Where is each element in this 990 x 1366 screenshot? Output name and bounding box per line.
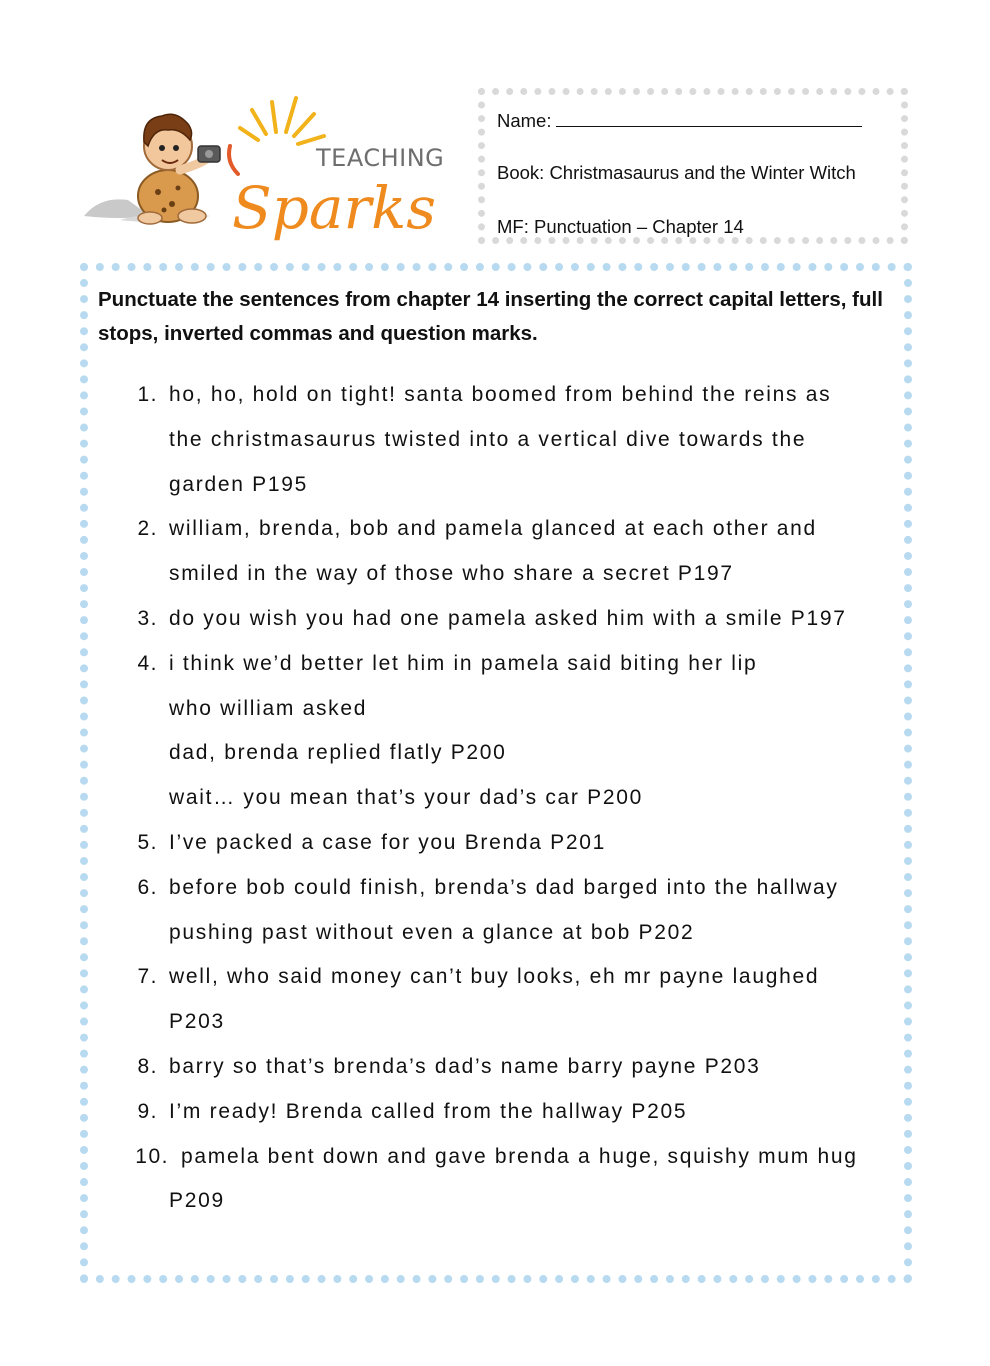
item-line: I’m ready! Brenda called from the hallway P205 xyxy=(169,1099,688,1123)
item-number: 6. xyxy=(137,875,158,899)
name-underline[interactable] xyxy=(556,109,862,127)
item-number: 3. xyxy=(137,607,158,630)
item-number: 10. xyxy=(135,1144,169,1168)
item-number: 9. xyxy=(137,1099,158,1123)
item-number: 2. xyxy=(137,517,158,541)
item-line: ho, ho, hold on tight! santa boomed from behind the reins as xyxy=(169,383,832,406)
item-number: 1. xyxy=(137,383,158,406)
student-info-box xyxy=(478,88,908,244)
teaching-sparks-logo xyxy=(80,88,465,248)
instructions: Punctuate the sentences from chapter 14 inserting the correct capital letters, full stops, inverted commas and question marks. xyxy=(98,288,883,345)
item-line: garden P195 xyxy=(169,472,308,496)
item-line: i think we’d better let him in pamela said biting her lip xyxy=(169,651,758,675)
worksheet-box xyxy=(80,263,912,1283)
item-line: the christmasaurus twisted into a vertical dive towards the xyxy=(169,427,807,451)
item-line: dad, brenda replied flatly P200 xyxy=(169,741,507,765)
item-number: 7. xyxy=(137,965,158,989)
item-line: P203 xyxy=(169,1010,225,1034)
item-line: smiled in the way of those who share a secret P197 xyxy=(169,562,734,586)
name-field[interactable] xyxy=(497,109,862,132)
item-line: wait… you mean that’s your dad’s car P200 xyxy=(169,786,643,810)
item-line: william, brenda, bob and pamela glanced at each other and xyxy=(169,517,817,541)
item-number: 8. xyxy=(137,1055,158,1078)
logo-sparks-text: Sparks xyxy=(232,174,437,242)
item-line: I’ve packed a case for you Brenda P201 xyxy=(169,831,607,854)
item-line: pamela bent down and gave brenda a huge, squishy mum hug xyxy=(181,1144,858,1168)
name-label: Name: xyxy=(497,110,552,131)
item-number: 5. xyxy=(137,831,158,854)
book-title: Book: Christmasaurus and the Winter Witch xyxy=(497,162,856,183)
item-line: do you wish you had one pamela asked him with a smile P197 xyxy=(169,607,847,630)
item-number: 4. xyxy=(137,651,158,675)
item-line: pushing past without even a glance at bob P202 xyxy=(169,920,695,944)
caveman-logo-icon xyxy=(80,88,465,248)
item-line: barry so that’s brenda’s dad’s name barry payne P203 xyxy=(169,1055,761,1078)
item-line: P209 xyxy=(169,1189,225,1213)
activity-title: MF: Punctuation – Chapter 14 xyxy=(497,216,744,237)
item-line: who william asked xyxy=(169,696,368,720)
item-line: before bob could finish, brenda’s dad barged into the hallway xyxy=(169,875,839,899)
logo-teaching-text: TEACHING xyxy=(316,144,445,172)
item-line: well, who said money can’t buy looks, eh mr payne laughed xyxy=(169,965,820,989)
